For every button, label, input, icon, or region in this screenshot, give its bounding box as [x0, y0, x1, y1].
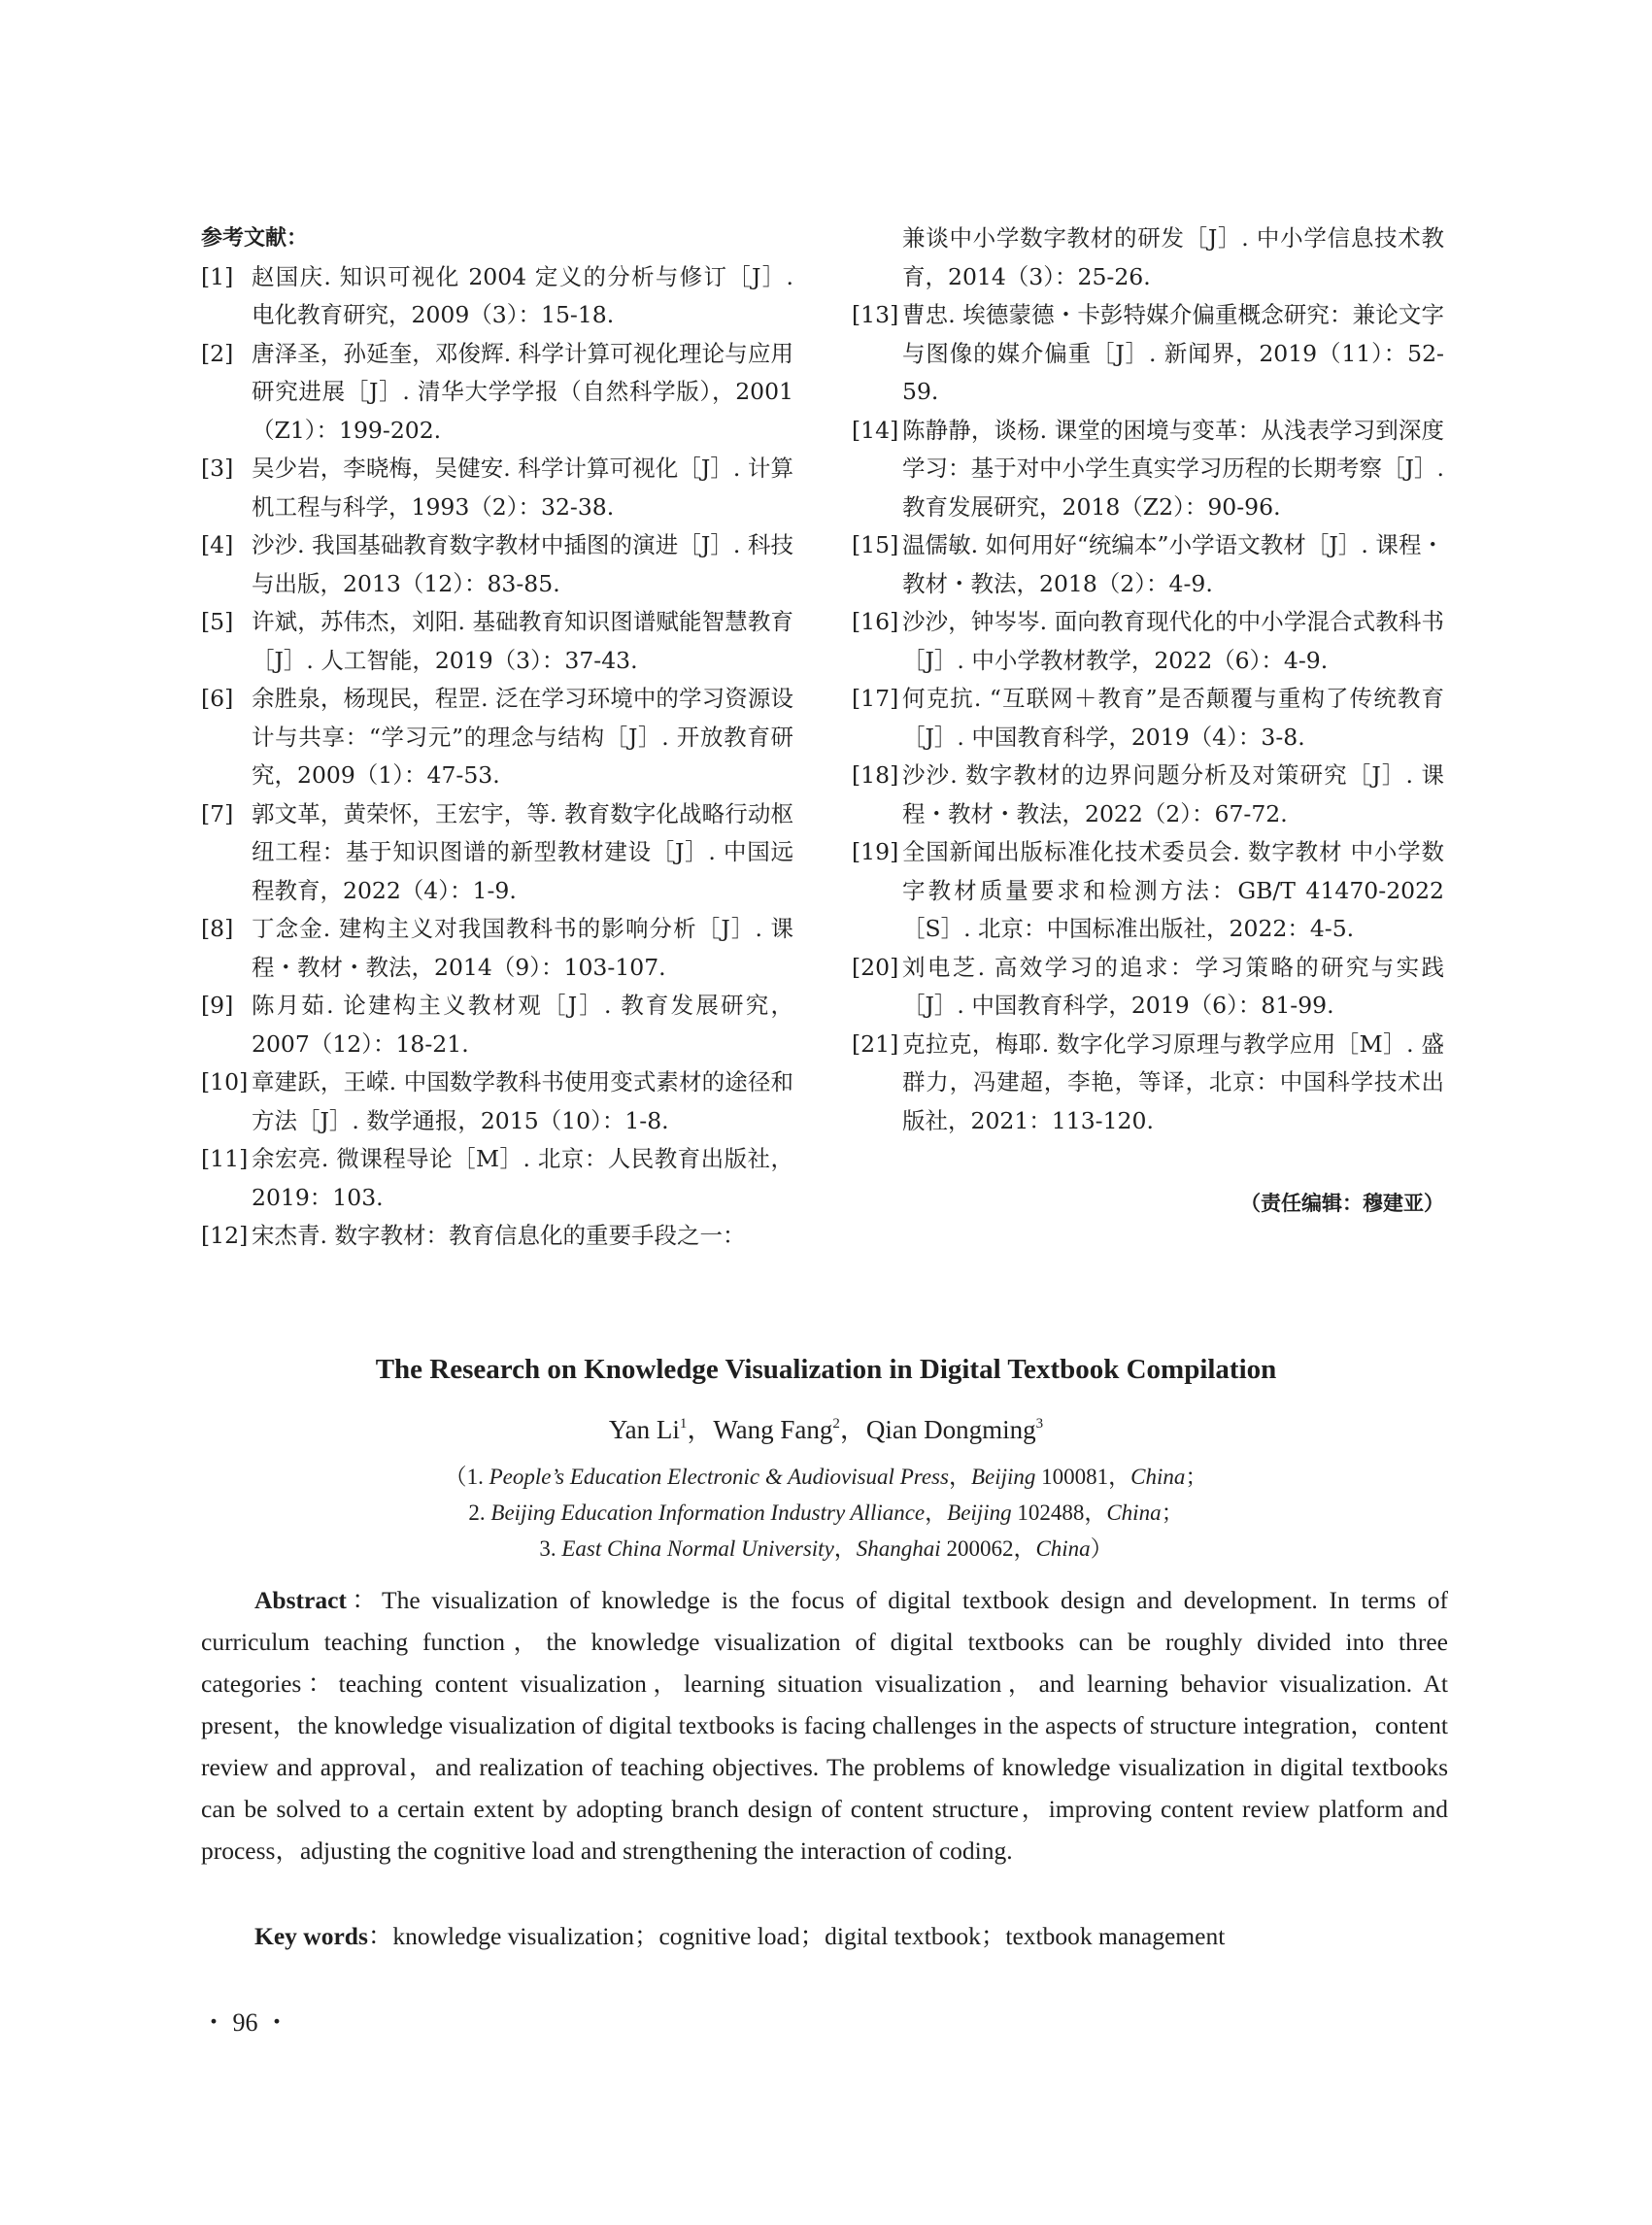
reference-number: [17]: [852, 685, 899, 712]
affiliation-postcode: 200062，: [940, 1536, 1036, 1561]
reference-number: [11]: [201, 1145, 249, 1172]
affiliation-country: China: [1106, 1500, 1162, 1525]
affiliation-prefix: （1.: [444, 1465, 489, 1489]
reference-item: [852, 833, 1444, 949]
english-authors: [0, 1406, 1652, 1447]
affiliation-org: People’s Education Electronic & Audiovisual Press: [489, 1465, 949, 1489]
reference-text: 郭文革，黄荣怀，王宏宇，等. 教育数字化战略行动枢纽工程：基于知识图谱的新型教材建设［J］. 中国远程教育，2022（4）：1-9.: [252, 799, 793, 904]
reference-item: [201, 603, 793, 680]
reference-number: [14]: [852, 416, 899, 444]
affiliation-city: Beijing: [947, 1500, 1012, 1525]
author-affiliation-mark: 3: [1035, 1416, 1044, 1432]
author-name: Qian Dongming: [865, 1415, 1036, 1444]
author-separator: ，: [687, 1415, 714, 1444]
reference-item: [201, 258, 793, 335]
affiliation-org: Beijing Education Information Industry Alliance: [490, 1500, 926, 1525]
author-affiliation-mark: 2: [832, 1416, 840, 1432]
reference-number: [18]: [852, 761, 899, 789]
affiliation-separator: ，: [833, 1536, 857, 1561]
reference-text: 兼谈中小学数字教材的研发［J］. 中小学信息技术教育，2014（3）：25-26.: [902, 224, 1444, 290]
affiliation-postcode: 102488，: [1011, 1500, 1107, 1525]
reference-item: [201, 1217, 793, 1256]
reference-number: [15]: [852, 531, 899, 558]
reference-text: 陈月茹. 论建构主义教材观［J］. 教育发展研究，2007（12）：18-21.: [252, 992, 793, 1058]
affiliation-city: Beijing: [970, 1465, 1036, 1489]
reference-number: [19]: [852, 838, 899, 865]
affiliation-line: [0, 1499, 1652, 1528]
keywords-text: knowledge visualization；cognitive load；digital textbook；textbook management: [392, 1922, 1226, 1950]
reference-item: [201, 680, 793, 795]
references-heading: 参考文献：: [201, 226, 309, 251]
reference-item: [852, 757, 1444, 833]
author-separator: ，: [839, 1415, 866, 1444]
reference-continuation: [852, 219, 1444, 296]
author-affiliation-mark: 1: [679, 1416, 688, 1432]
affiliation-separator: ，: [925, 1500, 948, 1525]
affiliation-prefix: 3.: [539, 1536, 562, 1561]
english-title: The Research on Knowledge Visualization in Digital Textbook Compilation: [375, 1354, 1277, 1385]
reference-item: [201, 910, 793, 987]
affiliation-org: East China Normal University: [561, 1536, 834, 1561]
reference-number: [5]: [201, 608, 234, 635]
reference-text: 全国新闻出版标准化技术委员会. 数字教材 中小学数字教材质量要求和检测方法：GB/T 41470-2022［S］. 北京：中国标准出版社，2022：4-5.: [902, 838, 1444, 942]
reference-item: [201, 335, 793, 451]
author-name: Wang Fang: [713, 1415, 833, 1444]
english-keywords: [254, 1915, 1448, 1957]
reference-number: [7]: [201, 799, 234, 827]
reference-text: 何克抗. “互联网＋教育”是否颠覆与重构了传统教育［J］. 中国教育科学，2019（4）：3-8.: [902, 685, 1444, 751]
reference-text: 吴少岩，李晓梅，吴健安. 科学计算可视化［J］. 计算机工程与科学，1993（2）：32-38.: [252, 455, 793, 521]
reference-text: 陈静静，谈杨. 课堂的困境与变革：从浅表学习到深度学习：基于对中小学生真实学习历程的长期考察［J］. 教育发展研究，2018（Z2）：90-96.: [902, 416, 1444, 521]
references-left-column: [201, 219, 793, 1256]
reference-number: [6]: [201, 685, 234, 712]
reference-item: [852, 296, 1444, 412]
reference-number: [8]: [201, 915, 234, 942]
english-abstract: [201, 1579, 1448, 1871]
affiliation-separator: ，: [948, 1465, 971, 1489]
reference-number: [16]: [852, 608, 899, 635]
affiliation-country: China: [1130, 1465, 1186, 1489]
reference-text: 章建跃，王嵘. 中国数学教科书使用变式素材的途径和方法［J］. 数学通报，2015（10）：1-8.: [252, 1068, 793, 1134]
reference-number: [21]: [852, 1029, 899, 1058]
reference-item: [852, 949, 1444, 1026]
affiliation-end: ；: [1161, 1500, 1184, 1525]
reference-text: 唐泽圣，孙延奎，邓俊辉. 科学计算可视化理论与应用研究进展［J］. 清华大学学报（自然科学版），2001（Z1）：199-202.: [252, 339, 793, 444]
reference-item: [201, 1140, 793, 1217]
reference-item: [201, 795, 793, 911]
reference-item: [201, 987, 793, 1063]
reference-text: 赵国庆. 知识可视化 2004 定义的分析与修订［J］. 电化教育研究，2009（3）：15-18.: [252, 262, 793, 328]
reference-text: 克拉克，梅耶. 数字化学习原理与教学应用［M］. 盛群力，冯建超，李艳，等译，北京：中国科学技术出版社，2021：113-120.: [902, 1029, 1444, 1134]
affiliation-line: [0, 1463, 1652, 1492]
reference-number: [9]: [201, 992, 234, 1019]
reference-text: 余宏亮. 微课程导论［M］. 北京：人民教育出版社，2019：103.: [252, 1145, 793, 1211]
keywords-label: Key words: [254, 1922, 368, 1950]
reference-text: 温儒敏. 如何用好“统编本”小学语文教材［J］. 课程・教材・教法，2018（2）：4-9.: [902, 531, 1444, 597]
reference-item: [201, 450, 793, 526]
reference-number: [12]: [201, 1222, 249, 1249]
reference-item: [852, 526, 1444, 603]
affiliation-line: [0, 1534, 1652, 1564]
reference-number: [10]: [201, 1068, 249, 1096]
abstract-colon: ：: [346, 1586, 383, 1614]
reference-text: 曹忠. 埃德蒙德・卡彭特媒介偏重概念研究：兼论文字与图像的媒介偏重［J］. 新闻界，2019（11）：52-59.: [902, 301, 1444, 405]
reference-item: [852, 603, 1444, 680]
reference-number: [13]: [852, 301, 899, 328]
affiliation-country: China: [1035, 1536, 1091, 1561]
affiliation-postcode: 100081，: [1035, 1465, 1131, 1489]
affiliation-city: Shanghai: [856, 1536, 941, 1561]
references-right-column: [852, 219, 1444, 1140]
reference-text: 余胜泉，杨现民，程罡. 泛在学习环境中的学习资源设计与共享：“学习元”的理念与结构［J］. 开放教育研究，2009（1）：47-53.: [252, 685, 793, 789]
responsible-editor: （责任编辑：穆建亚）: [1240, 1192, 1444, 1215]
reference-item: [852, 680, 1444, 757]
abstract-text: The visualization of knowledge is the focus of digital textbook design and development. In terms of curriculum teaching function，the knowledge visualization of digital textbooks can be roughly divided into three categories：teaching content visualization，learning situation visualization，and learning behavior visualization. At present，the knowledge visualization of digital textbooks is facing challenges in the aspects of structure integration，content review and approval，and realization of teaching objectives. The problems of knowledge visualization in digital textbooks can be solved to a certain extent by adopting branch design of content structure，improving content review platform and process，adjusting the cognitive load and strengthening the interaction of coding.: [201, 1586, 1448, 1865]
reference-text: 宋杰青. 数字教材：教育信息化的重要手段之一：: [252, 1222, 746, 1249]
reference-item: [201, 526, 793, 603]
reference-number: [1]: [201, 262, 234, 290]
reference-number: [20]: [852, 953, 899, 981]
reference-text: 许斌，苏伟杰，刘阳. 基础教育知识图谱赋能智慧教育［J］. 人工智能，2019（3）：37-43.: [252, 608, 793, 674]
reference-text: 刘电芝. 高效学习的追求：学习策略的研究与实践［J］. 中国教育科学，2019（6）：81-99.: [902, 953, 1444, 1019]
reference-number: [3]: [201, 455, 234, 482]
reference-text: 沙沙. 数字教材的边界问题分析及对策研究［J］. 课程・教材・教法，2022（2）：67-72.: [902, 761, 1444, 827]
reference-number: [2]: [201, 339, 234, 367]
reference-text: 沙沙. 我国基础教育数字教材中插图的演进［J］. 科技与出版，2013（12）：83-85.: [252, 531, 793, 597]
abstract-label: Abstract: [254, 1586, 347, 1614]
page-number: ・ 96 ・: [201, 2008, 290, 2037]
author-name: Yan Li: [608, 1415, 680, 1444]
reference-item: [852, 412, 1444, 527]
reference-number: [4]: [201, 531, 234, 558]
affiliation-end: ；: [1185, 1465, 1208, 1489]
affiliation-end: ）: [1090, 1536, 1113, 1561]
reference-text: 沙沙，钟岑岑. 面向教育现代化的中小学混合式教科书［J］. 中小学教材教学，2022（6）：4-9.: [902, 608, 1444, 674]
reference-item: [852, 1026, 1444, 1141]
reference-text: 丁念金. 建构主义对我国教科书的影响分析［J］. 课程・教材・教法，2014（9）：103-107.: [252, 915, 793, 981]
affiliation-prefix: 2.: [468, 1500, 491, 1525]
keywords-colon: ：: [367, 1922, 393, 1950]
reference-item: [201, 1063, 793, 1140]
